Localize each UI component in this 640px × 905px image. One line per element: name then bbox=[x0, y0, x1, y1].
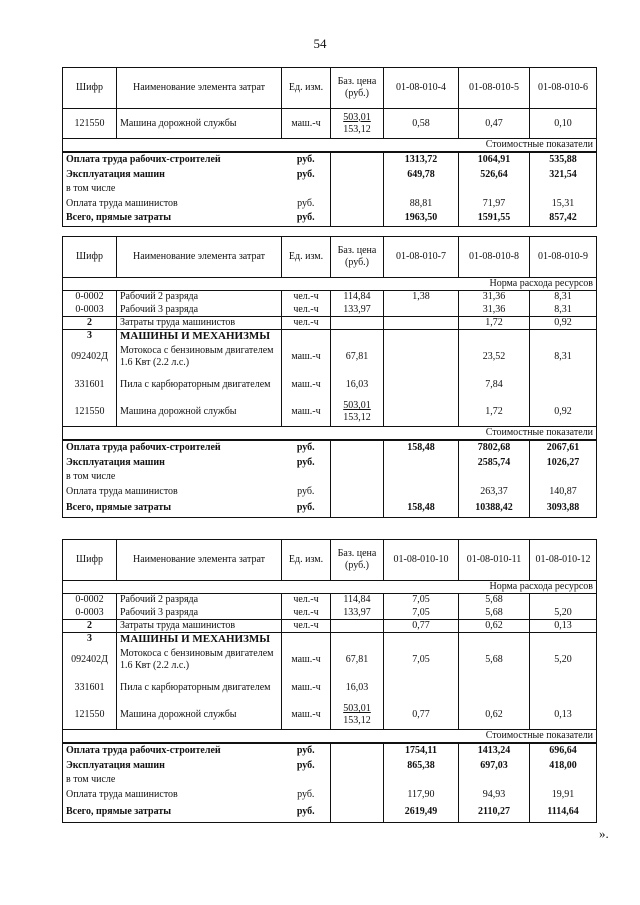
summary-row: Оплата труда машинистов руб. 88,81 71,97 15,31 bbox=[63, 196, 597, 211]
summary-row: Эксплуатация машин руб. 2585,74 1026,27 bbox=[63, 455, 597, 470]
summary-row: в том числе bbox=[63, 182, 597, 196]
header-name: Наименование элемента затрат bbox=[117, 540, 282, 581]
header-col-1: 01-08-010-7 bbox=[384, 237, 459, 278]
summary-row: Оплата труда рабочих-строителей руб. 158,48 7802,68 2067,61 bbox=[63, 440, 597, 455]
header-unit: Ед. изм. bbox=[282, 540, 331, 581]
table-row: 092402Д Мотокоса с бензиновым двигателем 1.6 Квт (2.2 л.с.) маш.-ч 67,81 23,52 8,31 bbox=[63, 343, 597, 371]
header-col-3: 01-08-010-12 bbox=[530, 540, 597, 581]
section-label: Норма расхода ресурсов bbox=[63, 581, 597, 594]
header-col-2: 01-08-010-8 bbox=[459, 237, 530, 278]
summary-row: Оплата труда машинистов руб. 263,37 140,87 bbox=[63, 484, 597, 499]
section-row bbox=[63, 278, 597, 291]
section-row bbox=[63, 139, 597, 153]
header-name: Наименование элемента затрат bbox=[117, 237, 282, 278]
table-row: 3 МАШИНЫ И МЕХАНИЗМЫ bbox=[63, 330, 597, 343]
summary-row: Эксплуатация машин руб. 649,78 526,64 321,54 bbox=[63, 167, 597, 182]
header-col-3: 01-08-010-6 bbox=[530, 68, 597, 109]
table-row: 121550 Машина дорожной службы маш.-ч 503,01 153,12 1,72 0,92 bbox=[63, 399, 597, 427]
table-row: 0-0003 Рабочий 3 разряда чел.-ч 133,97 7,05 5,68 5,20 bbox=[63, 607, 597, 620]
table-row: 0-0003 Рабочий 3 разряда чел.-ч 133,97 31,36 8,31 bbox=[63, 304, 597, 317]
table-row: 121550 Машина дорожной службы маш.-ч 503,01 153,12 0,77 0,62 0,13 bbox=[63, 702, 597, 730]
summary-row: Всего, прямые затраты руб. 158,48 10388,42 3093,88 bbox=[63, 499, 597, 517]
header-price: Баз. цена (руб.) bbox=[331, 540, 384, 581]
mechanisms-title: МАШИНЫ И МЕХАНИЗМЫ bbox=[117, 633, 282, 646]
section-row bbox=[63, 730, 597, 744]
header-name: Наименование элемента затрат bbox=[117, 68, 282, 109]
table-row: 0-0002 Рабочий 2 разряда чел.-ч 114,84 7,05 5,68 bbox=[63, 594, 597, 607]
table-row: 092402Д Мотокоса с бензиновым двигателем 1.6 Квт (2.2 л.с.) маш.-ч 67,81 7,05 5,68 5,20 bbox=[63, 646, 597, 674]
table-row: 2 Затраты труда машинистов чел.-ч 1,72 0,92 bbox=[63, 317, 597, 330]
fraction-price: 503,01 153,12 bbox=[331, 399, 384, 427]
section-label: Стоимостные показатели bbox=[63, 427, 597, 441]
section-label: Стоимостные показатели bbox=[63, 730, 597, 744]
section-row bbox=[63, 581, 597, 594]
table-row: 2 Затраты труда машинистов чел.-ч 0,77 0,62 0,13 bbox=[63, 620, 597, 633]
section-label: Стоимостные показатели bbox=[63, 139, 597, 153]
fraction-price: 503,01 153,12 bbox=[331, 109, 384, 139]
summary-row: Всего, прямые затраты руб. 1963,50 1591,55 857,42 bbox=[63, 211, 597, 226]
mechanisms-title: МАШИНЫ И МЕХАНИЗМЫ bbox=[117, 330, 282, 343]
table-header-row bbox=[63, 68, 597, 109]
summary-row: в том числе bbox=[63, 470, 597, 484]
header-unit: Ед. изм. bbox=[282, 68, 331, 109]
table-row: 0-0002 Рабочий 2 разряда чел.-ч 114,84 1,38 31,36 8,31 bbox=[63, 291, 597, 304]
closing-quote-mark: ». bbox=[599, 826, 609, 841]
table-header-row bbox=[63, 540, 597, 581]
table-header-row bbox=[63, 237, 597, 278]
summary-row: Оплата труда машинистов руб. 117,90 94,93 19,91 bbox=[63, 787, 597, 802]
header-code: Шифр bbox=[63, 237, 117, 278]
header-col-2: 01-08-010-5 bbox=[459, 68, 530, 109]
summary-row: в том числе bbox=[63, 773, 597, 787]
cost-table-3 bbox=[62, 539, 597, 823]
fraction-price: 503,01 153,12 bbox=[331, 702, 384, 730]
header-col-1: 01-08-010-10 bbox=[384, 540, 459, 581]
cost-table-2 bbox=[62, 236, 597, 518]
section-label: Норма расхода ресурсов bbox=[63, 278, 597, 291]
header-col-1: 01-08-010-4 bbox=[384, 68, 459, 109]
header-price: Баз. цена (руб.) bbox=[331, 237, 384, 278]
table-row: 3 МАШИНЫ И МЕХАНИЗМЫ bbox=[63, 633, 597, 646]
section-row bbox=[63, 427, 597, 441]
header-code: Шифр bbox=[63, 540, 117, 581]
summary-row: Эксплуатация машин руб. 865,38 697,03 418,00 bbox=[63, 758, 597, 773]
summary-row: Оплата труда рабочих-строителей руб. 1313,72 1064,91 535,88 bbox=[63, 152, 597, 167]
header-unit: Ед. изм. bbox=[282, 237, 331, 278]
table-row: 121550 Машина дорожной службы маш.-ч 503,01 153,12 0,58 0,47 0,10 bbox=[63, 109, 597, 139]
cost-table-1 bbox=[62, 67, 597, 227]
header-col-3: 01-08-010-9 bbox=[530, 237, 597, 278]
header-price: Баз. цена (руб.) bbox=[331, 68, 384, 109]
summary-row: Всего, прямые затраты руб. 2619,49 2110,27 1114,64 bbox=[63, 802, 597, 822]
summary-row: Оплата труда рабочих-строителей руб. 1754,11 1413,24 696,64 bbox=[63, 743, 597, 758]
page-number: 54 bbox=[313, 36, 327, 51]
table-row: 331601 Пила с карбюраторным двигателем маш.-ч 16,03 bbox=[63, 674, 597, 702]
header-code: Шифр bbox=[63, 68, 117, 109]
table-row: 331601 Пила с карбюраторным двигателем маш.-ч 16,03 7,84 bbox=[63, 371, 597, 399]
header-col-2: 01-08-010-11 bbox=[459, 540, 530, 581]
